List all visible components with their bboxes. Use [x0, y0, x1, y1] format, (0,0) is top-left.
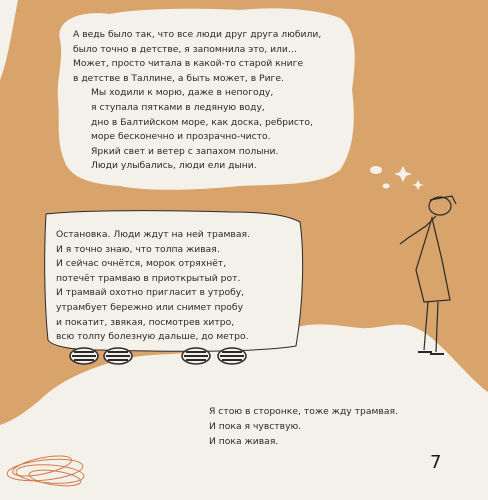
page-number: 7 — [430, 452, 442, 473]
cloud-poem — [73, 28, 321, 174]
poem-line: Яркий свет и ветер с запахом полыни. — [91, 145, 279, 157]
thought-bubble-small — [370, 166, 382, 174]
poem-line: потечёт трамваю в приоткрытый рот. — [56, 272, 241, 284]
poem-line: И сейчас очнётся, морок отряхнёт, — [56, 258, 227, 270]
poem-line: И пока живая. — [209, 436, 279, 447]
poem-line: Может, просто читала в какой-то старой книге — [73, 58, 304, 70]
poem-line: в детстве в Таллине, а быть может, в Риге. — [73, 72, 284, 84]
poem-line: А ведь было так, что все люди друг друга любили, — [73, 29, 322, 40]
poem-line: я ступала пятками в ледяную воду, — [91, 101, 265, 113]
poem-line: И я точно знаю, что толпа живая. — [56, 243, 220, 255]
poem-line: утрамбует бережно или снимет пробу — [56, 301, 244, 313]
closing-poem — [209, 404, 398, 449]
poem-line: море бесконечно и прозрачно-чисто. — [91, 131, 271, 143]
thought-bubble-tiny — [383, 184, 390, 189]
poem-line: и покатит, звякая, посмотрев хитро, — [56, 316, 235, 328]
poem-line: всю толпу болезную дальше, до метро. — [56, 331, 249, 343]
poem-line: Люди улыбались, люди ели дыни. — [91, 160, 257, 172]
poem-line: Мы ходили к морю, даже в непогоду, — [91, 87, 274, 99]
poem-line: было точно в детстве, я запомнила это, или… — [73, 43, 298, 55]
poem-line: И пока я чувствую. — [209, 421, 302, 432]
poem-line: И трамвай охотно пригласит в утробу, — [56, 287, 245, 299]
poem-line: Я стою в сторонке, тоже жду трамвая. — [209, 406, 398, 417]
poem-line: дно в Балтийском море, как доска, ребристо, — [91, 116, 313, 128]
poem-line: Остановка. Люди ждут на ней трамвая. — [56, 229, 250, 240]
tram-poem — [56, 228, 250, 345]
